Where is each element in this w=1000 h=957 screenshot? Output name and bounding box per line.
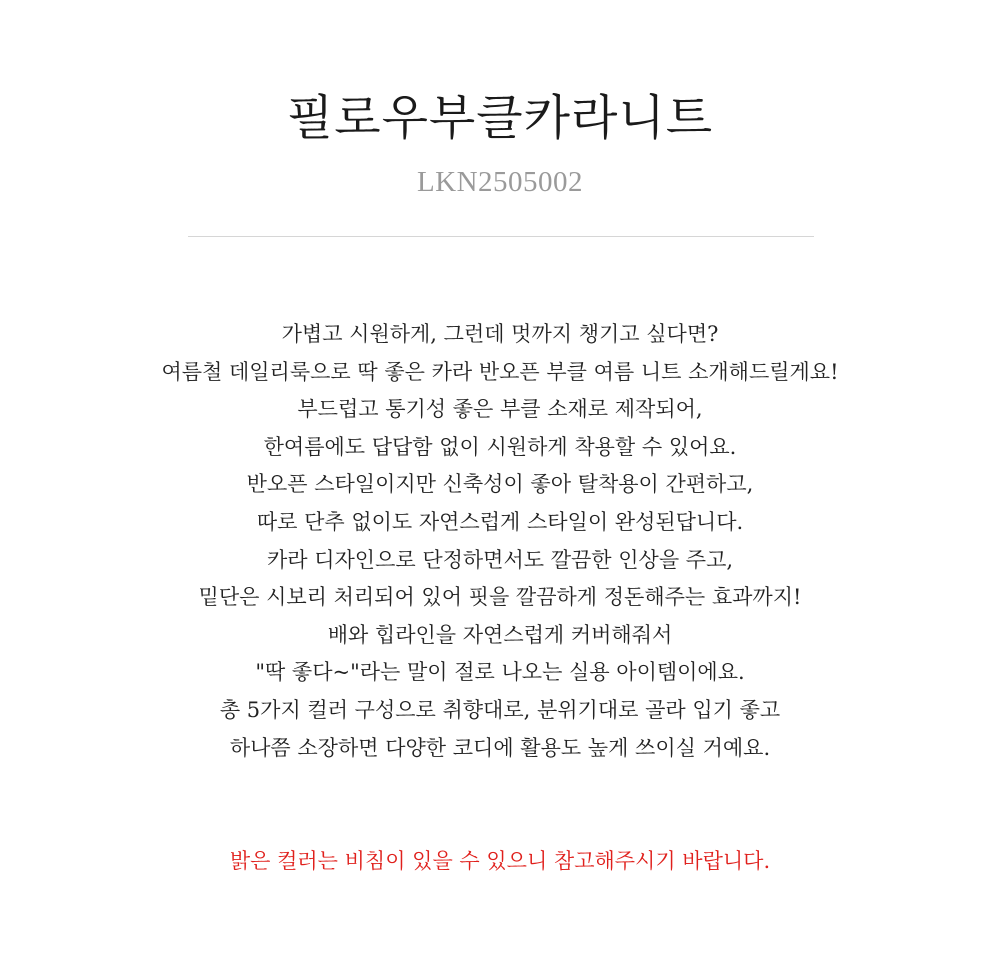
description-line: 부드럽고 통기성 좋은 부클 소재로 제작되어,: [297, 397, 703, 422]
product-code: LKN2505002: [416, 166, 584, 198]
description-line: 하나쯤 소장하면 다양한 코디에 활용도 높게 쓰이실 거예요.: [229, 735, 771, 760]
description-line: 따로 단추 없이도 자연스럽게 스타일이 완성된답니다.: [256, 509, 744, 534]
description-line: 여름철 데일리룩으로 딱 좋은 카라 반오픈 부클 여름 니트 소개해드릴게요!: [161, 359, 839, 384]
description-line: 밑단은 시보리 처리되어 있어 핏을 깔끔하게 정돈해주는 효과까지!: [198, 585, 802, 610]
description-line: 반오픈 스타일이지만 신축성이 좋아 탈착용이 간편하고,: [246, 472, 754, 497]
description-line: 총 5가지 컬러 구성으로 취향대로, 분위기대로 골라 입기 좋고: [219, 697, 781, 722]
product-title: 필로우부클카라니트: [286, 90, 714, 146]
description-line: 한여름에도 답답함 없이 시원하게 착용할 수 있어요.: [263, 434, 737, 459]
description-line: 가볍고 시원하게, 그런데 멋까지 챙기고 싶다면?: [281, 322, 719, 346]
header-divider: [188, 236, 814, 237]
see-through-notice: 밝은 컬러는 비침이 있을 수 있으니 참고해주시기 바랍니다.: [229, 849, 771, 873]
description-line: 배와 힙라인을 자연스럽게 커버해줘서: [327, 622, 673, 647]
description-line: 카라 디자인으로 단정하면서도 깔끔한 인상을 주고,: [266, 547, 734, 572]
description-line: "딱 좋다~"라는 말이 절로 나오는 실용 아이템이에요.: [255, 660, 745, 685]
description-text: [0, 316, 1000, 767]
